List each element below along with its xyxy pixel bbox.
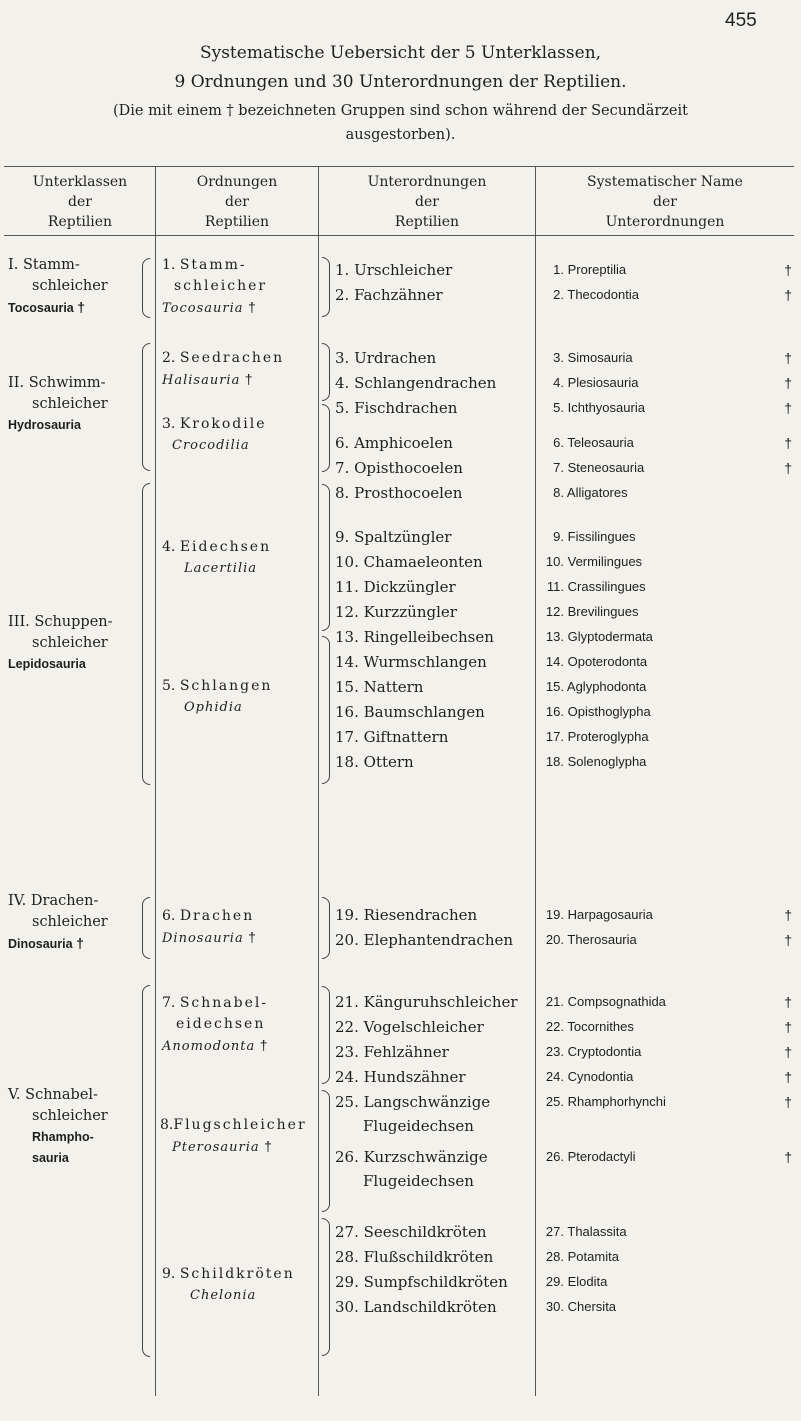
suborder-german-name: 16. Baumschlangen [335, 703, 485, 721]
suborder-german-name: 14. Wurmschlangen [335, 653, 487, 671]
brace-order-5 [322, 636, 330, 784]
suborder-german-name: 11. Dickzüngler [335, 578, 456, 596]
suborder-german-name: 29. Sumpfschildkröten [335, 1273, 508, 1291]
note-line-1: (Die mit einem † bezeichneten Gruppen sind schon während der Secundärzeit [113, 103, 688, 119]
brace-order-9 [322, 1218, 330, 1356]
suborder-systematic-name: 25. Rhamphorhynchi † [542, 1090, 792, 1114]
suborder-systematic-name: 23. Cryptodontia † [542, 1040, 792, 1064]
brace-subclass-3 [142, 483, 150, 785]
suborder-systematic-name: 21. Compsognathida † [542, 990, 792, 1014]
brace-subclass-2 [142, 343, 150, 471]
suborder-systematic-name: 10. Vermilingues [545, 554, 643, 569]
suborder-german-name: 1. Urschleicher [335, 261, 453, 279]
header-bottom-rule [4, 235, 794, 236]
extinct-dagger: † [784, 1044, 792, 1060]
order-7: 7. Schnabel- eidechsen Anomodonta † [162, 995, 269, 1054]
brace-subclass-5 [142, 985, 150, 1357]
suborder-german-name: 5. Fischdrachen [335, 399, 458, 417]
extinct-dagger: † [784, 435, 792, 451]
subclass-3: III. Schuppen- schleicher Lepidosauria [8, 614, 113, 671]
suborder-systematic-name: 1. Proreptilia † [542, 258, 792, 282]
suborder-systematic-name: 17. Proteroglypha [545, 729, 649, 744]
extinct-dagger: † [784, 400, 792, 416]
suborder-german-name: 7. Opisthocoelen [335, 459, 463, 477]
suborder-systematic-name: 30. Chersita [545, 1299, 617, 1314]
suborder-german-name: 10. Chamaeleonten [335, 553, 483, 571]
suborder-german-name: 17. Giftnattern [335, 728, 449, 746]
brace-subclass-1 [142, 258, 150, 318]
subclass-2: II. Schwimm- schleicher Hydrosauria [8, 375, 108, 432]
suborder-systematic-name: 8. Alligatores [553, 485, 628, 500]
suborder-systematic-name: 22. Tocornithes † [542, 1015, 792, 1039]
suborder-systematic-name: 7. Steneosauria † [542, 456, 792, 480]
brace-subclass-4 [142, 897, 150, 959]
suborder-systematic-name: 11. Crassilingues [546, 579, 646, 594]
suborder-systematic-name: 12. Brevilingues [545, 604, 639, 619]
suborder-german-name: 3. Urdrachen [335, 349, 437, 367]
suborder-systematic-name: 2. Thecodontia † [542, 283, 792, 307]
extinct-dagger: † [784, 375, 792, 391]
suborder-german-name: 13. Ringelleibechsen [335, 628, 494, 646]
suborder-systematic-name: 19. Harpagosauria † [542, 903, 792, 927]
suborder-systematic-name: 5. Ichthyosauria † [542, 396, 792, 420]
suborder-german-name: 25. Langschwänzige Flugeidechsen [335, 1093, 491, 1135]
suborder-systematic-name: 15. Aglyphodonta [545, 679, 647, 694]
suborder-systematic-name: 9. Fissilingues [553, 529, 636, 544]
suborder-german-name: 18. Ottern [335, 753, 414, 771]
suborder-german-name: 22. Vogelschleicher [335, 1018, 484, 1036]
header-subclasses: Unterklassen der Reptilien [32, 174, 128, 230]
suborder-german-name: 15. Nattern [335, 678, 424, 696]
extinct-dagger: † [784, 1094, 792, 1110]
brace-order-1 [322, 257, 330, 317]
order-8: 8.Flugschleicher Pterosauria † [160, 1117, 307, 1155]
order-9: 9. Schildkröten Chelonia [162, 1266, 295, 1303]
order-3: 3. Krokodile Crocodilia [162, 416, 267, 453]
order-1: 1. Stamm- schleicher Tocosauria † [162, 257, 268, 316]
suborder-german-name: 24. Hundszähner [335, 1068, 466, 1086]
extinct-dagger: † [784, 932, 792, 948]
suborder-systematic-name: 3. Simosauria † [542, 346, 792, 370]
extinct-dagger: † [784, 907, 792, 923]
suborder-german-name: 4. Schlangendrachen [335, 374, 497, 392]
column-divider-2 [318, 166, 319, 1396]
order-6: 6. Drachen Dinosauria † [162, 908, 256, 946]
page-title-line-1: Systematische Uebersicht der 5 Unterklassen, [199, 43, 602, 63]
suborder-german-name: 9. Spaltzüngler [335, 528, 452, 546]
header-suborders: Unterordnungen der Reptilien [367, 174, 487, 230]
column-divider-3 [535, 166, 536, 1396]
suborder-systematic-name: 18. Solenoglypha [545, 754, 647, 769]
note-line-2: ausgestorben). [345, 127, 456, 143]
suborder-german-name: 12. Kurzzüngler [335, 603, 457, 621]
brace-order-8 [322, 1090, 330, 1212]
brace-order-6 [322, 897, 330, 959]
suborder-german-name: 8. Prosthocoelen [335, 484, 463, 502]
header-orders: Ordnungen der Reptilien [196, 174, 278, 230]
order-4: 4. Eidechsen Lacertilia [162, 539, 272, 576]
suborder-german-name: 27. Seeschildkröten [335, 1223, 487, 1241]
extinct-dagger: † [784, 1069, 792, 1085]
suborder-systematic-name: 16. Opisthoglypha [545, 704, 651, 719]
suborder-german-name: 6. Amphicoelen [335, 434, 453, 452]
suborder-systematic-name: 20. Therosauria † [542, 928, 792, 952]
table-top-rule [4, 166, 794, 167]
page-number: 455 [725, 10, 757, 31]
brace-order-4 [322, 484, 330, 631]
suborder-systematic-name: 14. Opoterodonta [545, 654, 648, 669]
suborder-german-name: 26. Kurzschwänzige Flugeidechsen [335, 1148, 488, 1190]
brace-order-2 [322, 343, 330, 401]
extinct-dagger: † [784, 1019, 792, 1035]
suborder-german-name: 19. Riesendrachen [335, 906, 478, 924]
order-2: 2. Seedrachen Halisauria † [162, 350, 285, 388]
suborder-systematic-name: 4. Plesiosauria † [542, 371, 792, 395]
extinct-dagger: † [784, 262, 792, 278]
subclass-4: IV. Drachen- schleicher Dinosauria † [8, 893, 108, 951]
suborder-systematic-name: 26. Pterodactyli † [542, 1145, 792, 1169]
suborder-systematic-name: 6. Teleosauria † [542, 431, 792, 455]
suborder-german-name: 23. Fehlzähner [335, 1043, 449, 1061]
header-systematic-names: Systematischer Name der Unterordnungen [587, 174, 743, 230]
suborder-systematic-name: 13. Glyptodermata [545, 629, 653, 644]
suborder-systematic-name: 28. Potamita [545, 1249, 619, 1264]
suborder-systematic-name: 27. Thalassita [545, 1224, 627, 1239]
brace-order-3 [322, 404, 330, 472]
suborder-german-name: 20. Elephantendrachen [335, 931, 514, 949]
suborder-german-name: 2. Fachzähner [335, 286, 443, 304]
suborder-german-name: 21. Känguruhschleicher [335, 993, 518, 1011]
suborder-systematic-name: 29. Elodita [545, 1274, 608, 1289]
extinct-dagger: † [784, 994, 792, 1010]
subclass-5: V. Schnabel- schleicher Rhampho- sauria [8, 1087, 108, 1165]
column-divider-1 [155, 166, 156, 1396]
brace-order-7 [322, 986, 330, 1084]
extinct-dagger: † [784, 460, 792, 476]
extinct-dagger: † [784, 350, 792, 366]
suborder-german-name: 30. Landschildkröten [335, 1298, 497, 1316]
suborder-german-name: 28. Flußschildkröten [335, 1248, 494, 1266]
extinct-dagger: † [784, 287, 792, 303]
suborder-systematic-name: 24. Cynodontia † [542, 1065, 792, 1089]
order-5: 5. Schlangen Ophidia [162, 678, 273, 715]
subclass-1: I. Stamm- schleicher Tocosauria † [8, 257, 108, 315]
page-title-line-2: 9 Ordnungen und 30 Unterordnungen der Reptilien. [174, 72, 627, 92]
extinct-dagger: † [784, 1149, 792, 1165]
